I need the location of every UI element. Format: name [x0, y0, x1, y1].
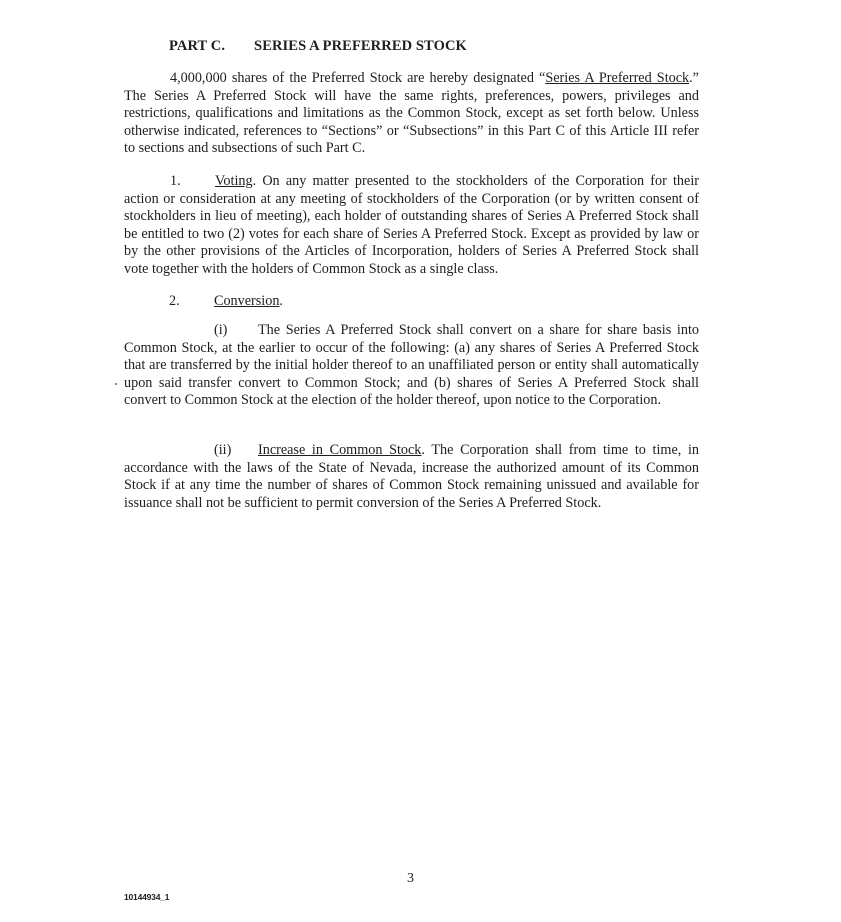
section-2-heading: [169, 293, 283, 310]
part-heading: [169, 38, 467, 55]
section-1-paragraph: [124, 173, 699, 278]
section-2-title-suffix: .: [279, 293, 283, 309]
document-id: 10144934_1: [124, 892, 170, 902]
subsection-ii-paragraph: [124, 442, 699, 512]
part-title: SERIES A PREFERRED STOCK: [254, 38, 467, 54]
subsection-i-label: (i): [214, 322, 228, 338]
intro-text-start: 4,000,000 shares of the Preferred Stock are hereby designated “: [170, 70, 546, 86]
page-number: 3: [407, 871, 414, 886]
section-1-title: Voting: [215, 173, 253, 189]
intro-paragraph: [124, 70, 699, 158]
section-2-title: Conversion: [214, 293, 280, 309]
intro-text-end: .” The Series A Preferred Stock will have the same rights, preferences, powers, privileges and restrictions, qualifications and limitations as the Common Stock, except as set forth below. Unless otherwise indicated, references to “Sections” or “Subsections” in this Part C of this Article III refer to sections and subsections of such Part C.: [124, 70, 699, 156]
section-2-number: 2.: [169, 293, 180, 309]
subsection-ii-title: Increase in Common Stock: [258, 442, 422, 458]
subsection-ii-text: . The Corporation shall from time to time, in accordance with the laws of the State of Nevada, increase the authorized amount of its Common Stock if at any time the number of shares of Common Stock remaining unissued and available for issuance shall not be sufficient to permit conversion of the Series A Preferred Stock.: [124, 442, 700, 511]
section-1-text: . On any matter presented to the stockholders of the Corporation for their action or consideration at any meeting of stockholders of the Corporation (or by written consent of stockholders in lieu of meeting), each holder of outstanding shares of Series A Preferred Stock shall be entitled to two (2) votes for each share of Series A Preferred Stock. Except as provided by law or by the other provisions of the Articles of Incorporation, holders of Series A Preferred Stock shall vote together with the holders of Common Stock as a single class.: [124, 173, 699, 277]
section-1-number: 1.: [170, 173, 181, 189]
scan-speck: [115, 383, 117, 385]
subsection-ii-label: (ii): [214, 442, 232, 458]
subsection-i-text: The Series A Preferred Stock shall convert on a share for share basis into Common Stock, at the earlier to occur of the following: (a) any shares of Series A Preferred Stock that are transferred by the initial holder thereof to an unaffiliated person or entity shall automatically upon said transfer convert to Common Stock; and (b) shares of Series A Preferred Stock shall convert to Common Stock at the election of the holder thereof, upon notice to the Corporation.: [124, 322, 699, 408]
defined-term: Series A Preferred Stock: [545, 70, 690, 86]
part-label: PART C.: [169, 38, 226, 54]
subsection-i-paragraph: [124, 322, 699, 410]
